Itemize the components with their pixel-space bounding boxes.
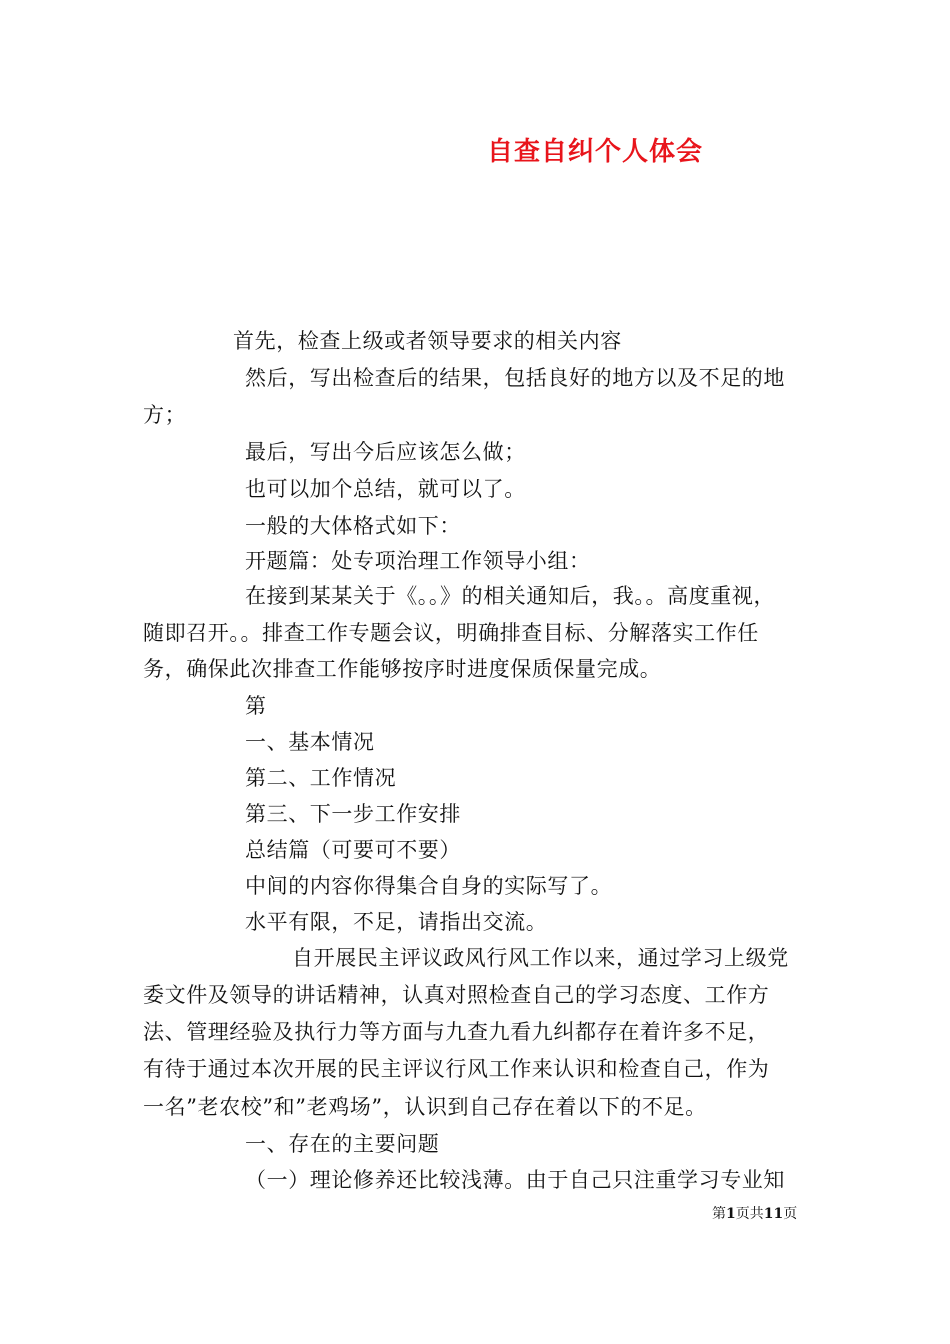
body-line: 法、管理经验及执行力等方面与九查九看九纠都存在着许多不足， bbox=[143, 1020, 770, 1044]
body-line: 开题篇：处专项治理工作领导小组： bbox=[245, 549, 591, 573]
page-footer bbox=[712, 1203, 797, 1223]
body-line: 自开展民主评议政风行风工作以来，通过学习上级党 bbox=[292, 946, 789, 970]
body-line: 在接到某某关于《。。》的相关通知后，我。。高度重视， bbox=[245, 584, 776, 608]
body-line: 一、基本情况 bbox=[245, 730, 375, 754]
body-line: 一般的大体格式如下： bbox=[245, 514, 461, 538]
body-line: 也可以加个总结，就可以了。 bbox=[245, 477, 526, 501]
page-number: 1 bbox=[726, 1206, 736, 1222]
body-line: 然后，写出检查后的结果，包括良好的地方以及不足的地 bbox=[245, 366, 785, 390]
body-line: 随即召开。。排查工作专题会议，明确排查目标、分解落实工作任 bbox=[143, 621, 759, 645]
footer-middle: 页共 bbox=[735, 1206, 764, 1222]
body-line: 方； bbox=[143, 403, 187, 427]
body-line: 中间的内容你得集合自身的实际写了。 bbox=[245, 874, 613, 898]
body-line: （一）理论修养还比较浅薄。由于自己只注重学习专业知 bbox=[245, 1168, 785, 1192]
body-line: 水平有限，不足，请指出交流。 bbox=[245, 910, 548, 934]
body-line: 首先，检查上级或者领导要求的相关内容 bbox=[233, 329, 622, 353]
footer-suffix: 页 bbox=[783, 1206, 798, 1222]
document-title: 自查自纠个人体会 bbox=[487, 137, 704, 167]
body-line: 一、存在的主要问题 bbox=[245, 1132, 440, 1156]
body-line: 最后，写出今后应该怎么做； bbox=[245, 440, 526, 464]
body-line: 第三、下一步工作安排 bbox=[245, 802, 461, 826]
footer-prefix: 第 bbox=[712, 1206, 726, 1222]
body-line: 第 bbox=[245, 694, 267, 718]
body-line: 总结篇（可要可不要） bbox=[245, 838, 461, 862]
body-line: 第二、工作情况 bbox=[245, 766, 397, 790]
body-line: 有待于通过本次开展的民主评议行风工作来认识和检查自己，作为 bbox=[143, 1057, 770, 1081]
body-line: 一名”老农校”和”老鸡场”，认识到自己存在着以下的不足。 bbox=[143, 1095, 707, 1119]
body-line: 委文件及领导的讲话精神，认真对照检查自己的学习态度、工作方 bbox=[143, 983, 770, 1007]
body-line: 务，确保此次排查工作能够按序时进度保质保量完成。 bbox=[143, 657, 662, 681]
page-total: 11 bbox=[763, 1206, 784, 1222]
